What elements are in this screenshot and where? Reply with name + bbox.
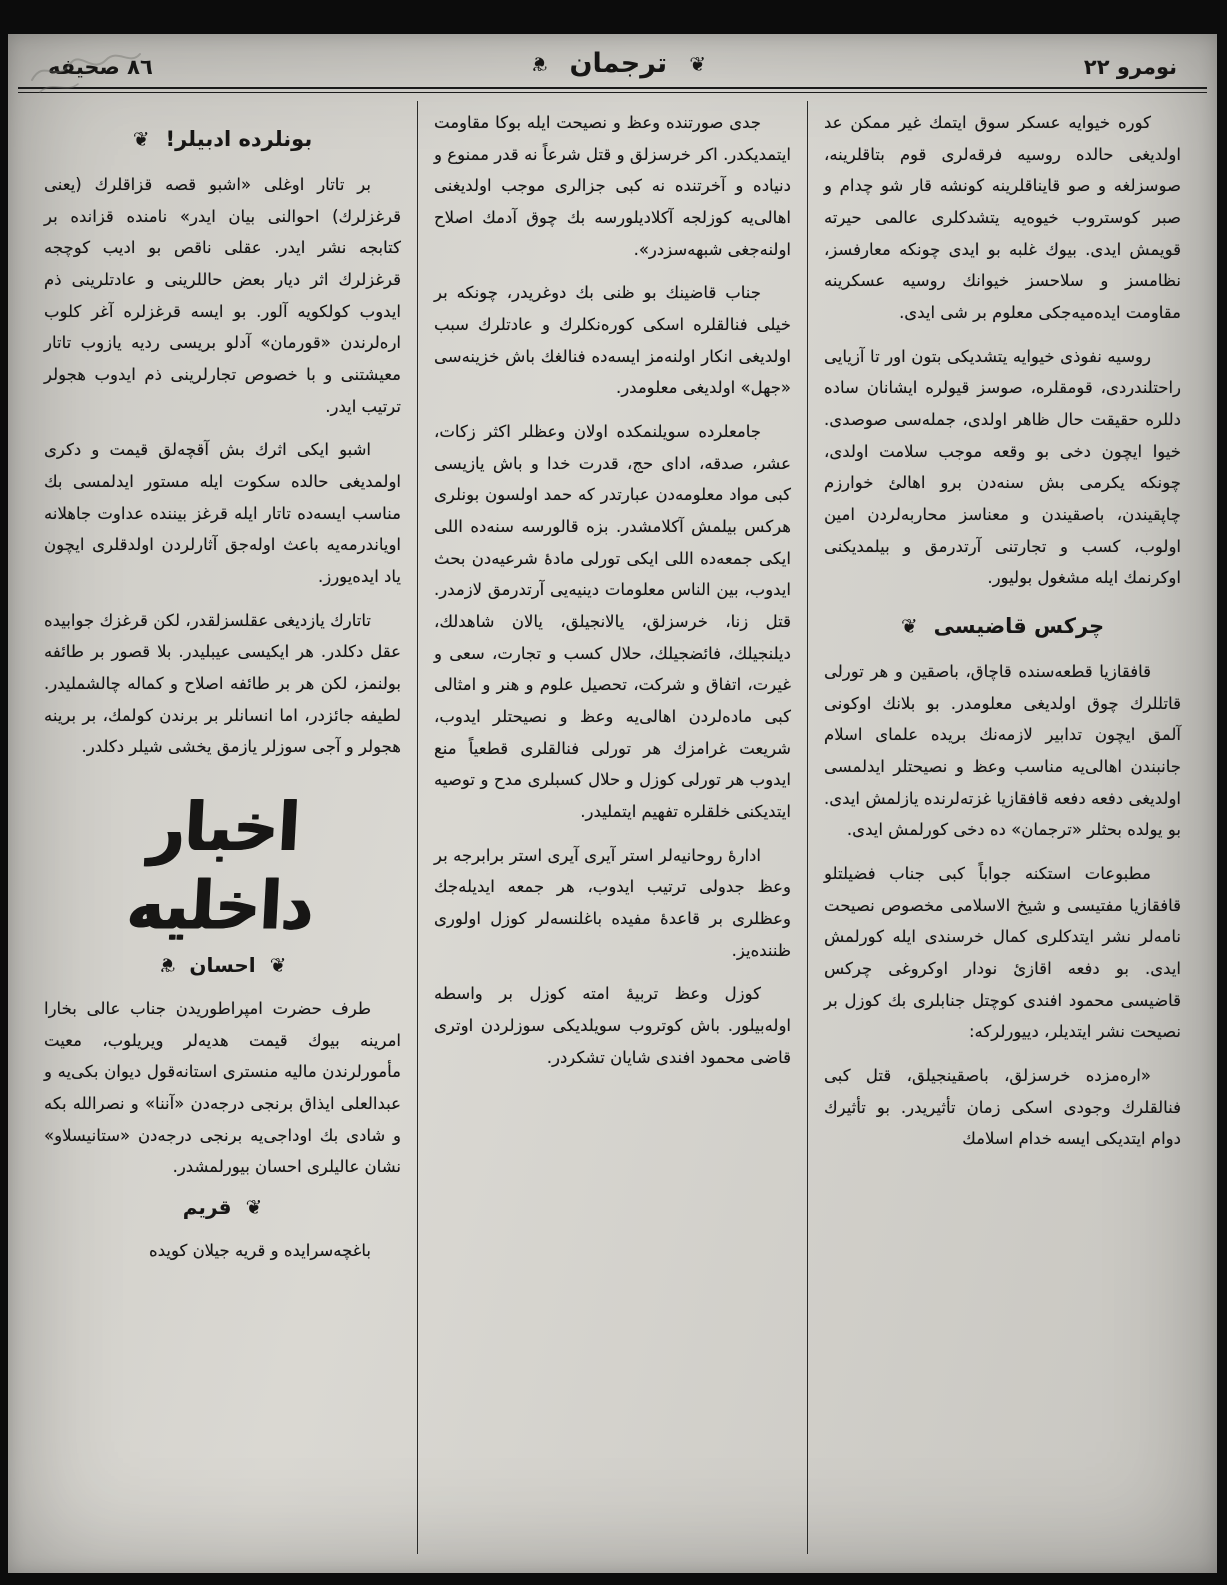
paragraph: روسيه نفوذى خيوايه يتشديكى بتون اور تا آزيايى راحتلندردى، قومقلره، صوسز قيولره ايشانان ساده دللره حقيقت حال ظاهر اولدى، جمله‌سى صوصدى. خيوا ايچون دخى بو وقعه موجب سلامت اولدى، چونكه يكرمى بش سنه‌دن برو اهالئ خوارزم چاپقيندن، باصقيندن و معناسز محاربه‌لردن امين اولوب، كسب و تجارتنى آرتدرمق و بيلمديكنى اوكرنمك ايله مشغول بوليور. bbox=[824, 346, 1181, 588]
column-right bbox=[808, 97, 1197, 1554]
paragraph: جناب قاضينك بو ظنى بك دوغريدر، چونكه بر خيلى فنالقلره اسكى كوره‌نكلرك و عادتلرك سبب اولديغى انكار اولنه‌مز ايسه‌ده فنالغك باش خزينه‌سى «جهل» اولديغى معلومدر. bbox=[434, 283, 791, 398]
fleuron-icon: ❦ bbox=[689, 51, 706, 76]
paragraph: كوزل وعظ تربيهٔ امته كوزل بر واسطه اوله‌بيلور. باش كوتروب سويلديكى سوزلردن اوترى قاضى محمود افندى شايان تشكردر. bbox=[434, 984, 791, 1067]
section-heading-cherkes-kadisi bbox=[824, 614, 1181, 638]
fleuron-icon: ❦ bbox=[158, 953, 176, 978]
sub-heading-kirim bbox=[44, 1195, 401, 1219]
pencil-mark bbox=[26, 40, 146, 100]
sub-heading-label: احسان bbox=[189, 953, 256, 978]
newspaper-page bbox=[8, 34, 1217, 1573]
paragraph: طرف حضرت امپراطوريدن جناب عالى بخارا امرينه بيوك قيمت هديه‌لر ويريلوب، معيت مأمورلرندن ماليه منسترى استانه‌قول ديوان بكى‌يه و عبدالعلى ايذاق برنجى درجه‌دن «آننا» و نصرالله بكه و شادى بك اوداجى‌يه برنجى درجه‌دن «ستانيسلاو» نشان عاليلرى احسان بيورلمشدر. bbox=[44, 999, 401, 1177]
paragraph: كوره خيوايه عسكر سوق ايتمك غير ممكن عد اولديغى حالده روسيه فرقه‌لرى قوم بتاقلرينه، صوسزلغه و صو قايناقلرينه كونشه قار شو چدام و صبر كوستروب خيوه‌يه يتشدكلرى عالمى حيرته قويمش ايدى. بيوك غلبه بو ايدى چونكه معارفسز، نظامسز و سلاحسز خيوانك روسيه عسكرينه مقاومت ايده‌ميه‌جكى معلوم بر شى ايدى. bbox=[824, 113, 1181, 323]
paragraph: بر تاتار اوغلى «اشبو قصه قزاقلرك (يعنى قرغزلرك) احوالنى بيان ايدر» نامنده قزانده بر كتابجه نشر ايدر. عقلى ناقص بو اديب كوچجه قرغزلرك اثر ديار بعض حاللرينى و عادتلرينى ذم ايدوب كولكويه آلور. بو ايسه قرغزلره آغر كلوب اره‌لرندن «قورمان» آدلو بريسى رديه يازوب تاتار معيشتنى و با خصوص تجارلرينى ذم ايدوب هجولر ترتيب ايدر. bbox=[44, 175, 401, 416]
newspaper-title: ترجمان bbox=[569, 48, 668, 79]
section-heading-label: چركس قاضيسى bbox=[933, 614, 1105, 639]
column-middle bbox=[418, 97, 807, 1554]
sub-heading-label: قريم bbox=[182, 1195, 232, 1220]
paragraph: مطبوعات استكنه جواباً كبى جناب فضيلتلو قافقازيا مفتيسى و شيخ الاسلامى مخصوص نصيحت نامه‌لر نشر ايتدكلرى كمال خرسندى ايله كورلمش ايدى. بو دفعه اقازئ نودار اوكروغى چركس قاضيسى محمود افندى كوچتل جنابلرى بك كوزل بر نصيحت نشر ايتديلر، دييورلركه: bbox=[824, 864, 1181, 1042]
column-divider bbox=[807, 101, 808, 1554]
masthead bbox=[8, 34, 1217, 85]
paragraph: «اره‌مزده خرسزلق، باصقينجيلق، قتل كبى فنالقلرك وجودى اسكى زمان تأثيريدر. بو تأثيرك دوام ايتديكى ايسه خدام اسلامك bbox=[824, 1066, 1181, 1149]
issue-number: نومرو ٢٢ bbox=[1083, 55, 1177, 79]
sub-heading-ihsan bbox=[44, 953, 401, 977]
fleuron-icon: ❦ bbox=[132, 127, 150, 151]
paragraph: اشبو ايكى اثرك بش آقچه‌لق قيمت و دكرى اولمديغى حالده سكوت ايله مستور ايدلمسى بك مناسب ايسه‌ده تاتار ايله قرغز بيننده عداوت جاهلانه اوياندرمه‌يه باعث اوله‌جق آثارلردن اولدقلرى ايچون ياد ايده‌يورز. bbox=[44, 440, 401, 587]
section-heading-akhbar-dakhiliye: اخبار داخليه bbox=[125, 787, 316, 945]
section-heading-label: بونلرده ادبيلر! bbox=[165, 127, 313, 151]
fleuron-icon: ❦ bbox=[269, 953, 287, 978]
fleuron-icon: ❦ bbox=[245, 1195, 263, 1220]
fleuron-icon: ❦ bbox=[900, 614, 918, 639]
paragraph: جدى صورتنده وعظ و نصيحت ايله بوكا مقاومت ايتمديكدر. اكر خرسزلق و قتل شرعاً نه قدر ممنوع و دنياده و آخرتنده نه كبى جزالرى موجب اولديغنى اهالى‌يه كوزلجه آكلاديلورسه بك چوق آدمك اصلاح اولنه‌جغى شبهه‌سزدر». bbox=[434, 113, 791, 259]
column-left bbox=[28, 97, 417, 1554]
column-divider bbox=[417, 101, 418, 1554]
paragraph: تاتارك يازديغى عقلسزلقدر، لكن قرغزك جوابيده عقل دكلدر. هر ايكيسى عيبليدر. بلا قصور بر طائفه بولنمز، لكن هر بر طائفه اصلاح و كماله چالشمليدر. لطيفه جائزدر، اما انسانلر بر برندن كولمك، بر برينه هجولر و آجى سوزلر يازمق يخشى شيلر دكلدر. bbox=[44, 610, 401, 757]
section-heading-bunlarde-edibler bbox=[44, 127, 401, 151]
paragraph: ادارهٔ روحانيه‌لر استر آيرى آيرى استر برابرجه بر وعظ جدولى ترتيب ايدوب، هر جمعه ايديله‌جك وعظلرى بر قاعدهٔ مفيده باغلنسه‌لر كوزل اولورى ظننده‌يز. bbox=[434, 845, 791, 960]
paragraph: قافقازيا قطعه‌سنده قاچاق، باصقين و هر تورلى قاتللرك چوق اولديغى معلومدر. بو بلانك اوكونى آلمق ايچون تدابير لازمه‌نك بريده علماى اسلام جانبندن اهالى‌يه مناسب وعظ و نصيحتلر ايدلمسى اولديغى دفعه دفعه قافقازيا غزته‌لرنده يازلمش ايدى. بو يولده بحثلر «ترجمان» ده دخى كورلمش ايدى. bbox=[824, 662, 1181, 840]
article-columns bbox=[8, 93, 1217, 1554]
page-number: ٨٦ صحيفه bbox=[48, 55, 153, 79]
fleuron-icon: ❦ bbox=[530, 51, 548, 76]
paragraph: باغچه‌سرايده و قريه جيلان كويده bbox=[149, 1241, 371, 1261]
newspaper-title-group bbox=[531, 48, 706, 79]
paragraph: جامعلرده سويلنمكده اولان وعظلر اكثر زكات، عشر، صدقه، اداى حج، قدرت خدا و باش يازيسى كبى مواد معلومه‌دن عبارتدر كه حمد اولسون بونلرى هركس بيلمش آكلامشدر. بزه قالورسه سنه‌ده اللى ايكى جمعه‌ده اللى ايكى تورلى مادهٔ شرعيه‌دن بحث ايدوب، بين الناس معلومات دينيه‌يى آرتدرمق لازمدر. قتل زنا، خرسزلق، يالانجيلق، يالان شاهدلك، ديلنجيلك، فائضجيلك، حلال كسب و تجارت، سعى و غيرت، اتفاق و شركت، تحصيل علوم و هنر و امثالى كبى ماده‌لردن اهالى‌يه وعظ و نصيحتلر ايدوب، شريعت غرامزك هر تورلى فنالقلرى قطعياً منع ايدوب هر تورلى كوزل و حلال كسبلرى مدح و توصيه ايتديكنى خلقلره تفهيم ايتمليدر. bbox=[434, 422, 791, 822]
